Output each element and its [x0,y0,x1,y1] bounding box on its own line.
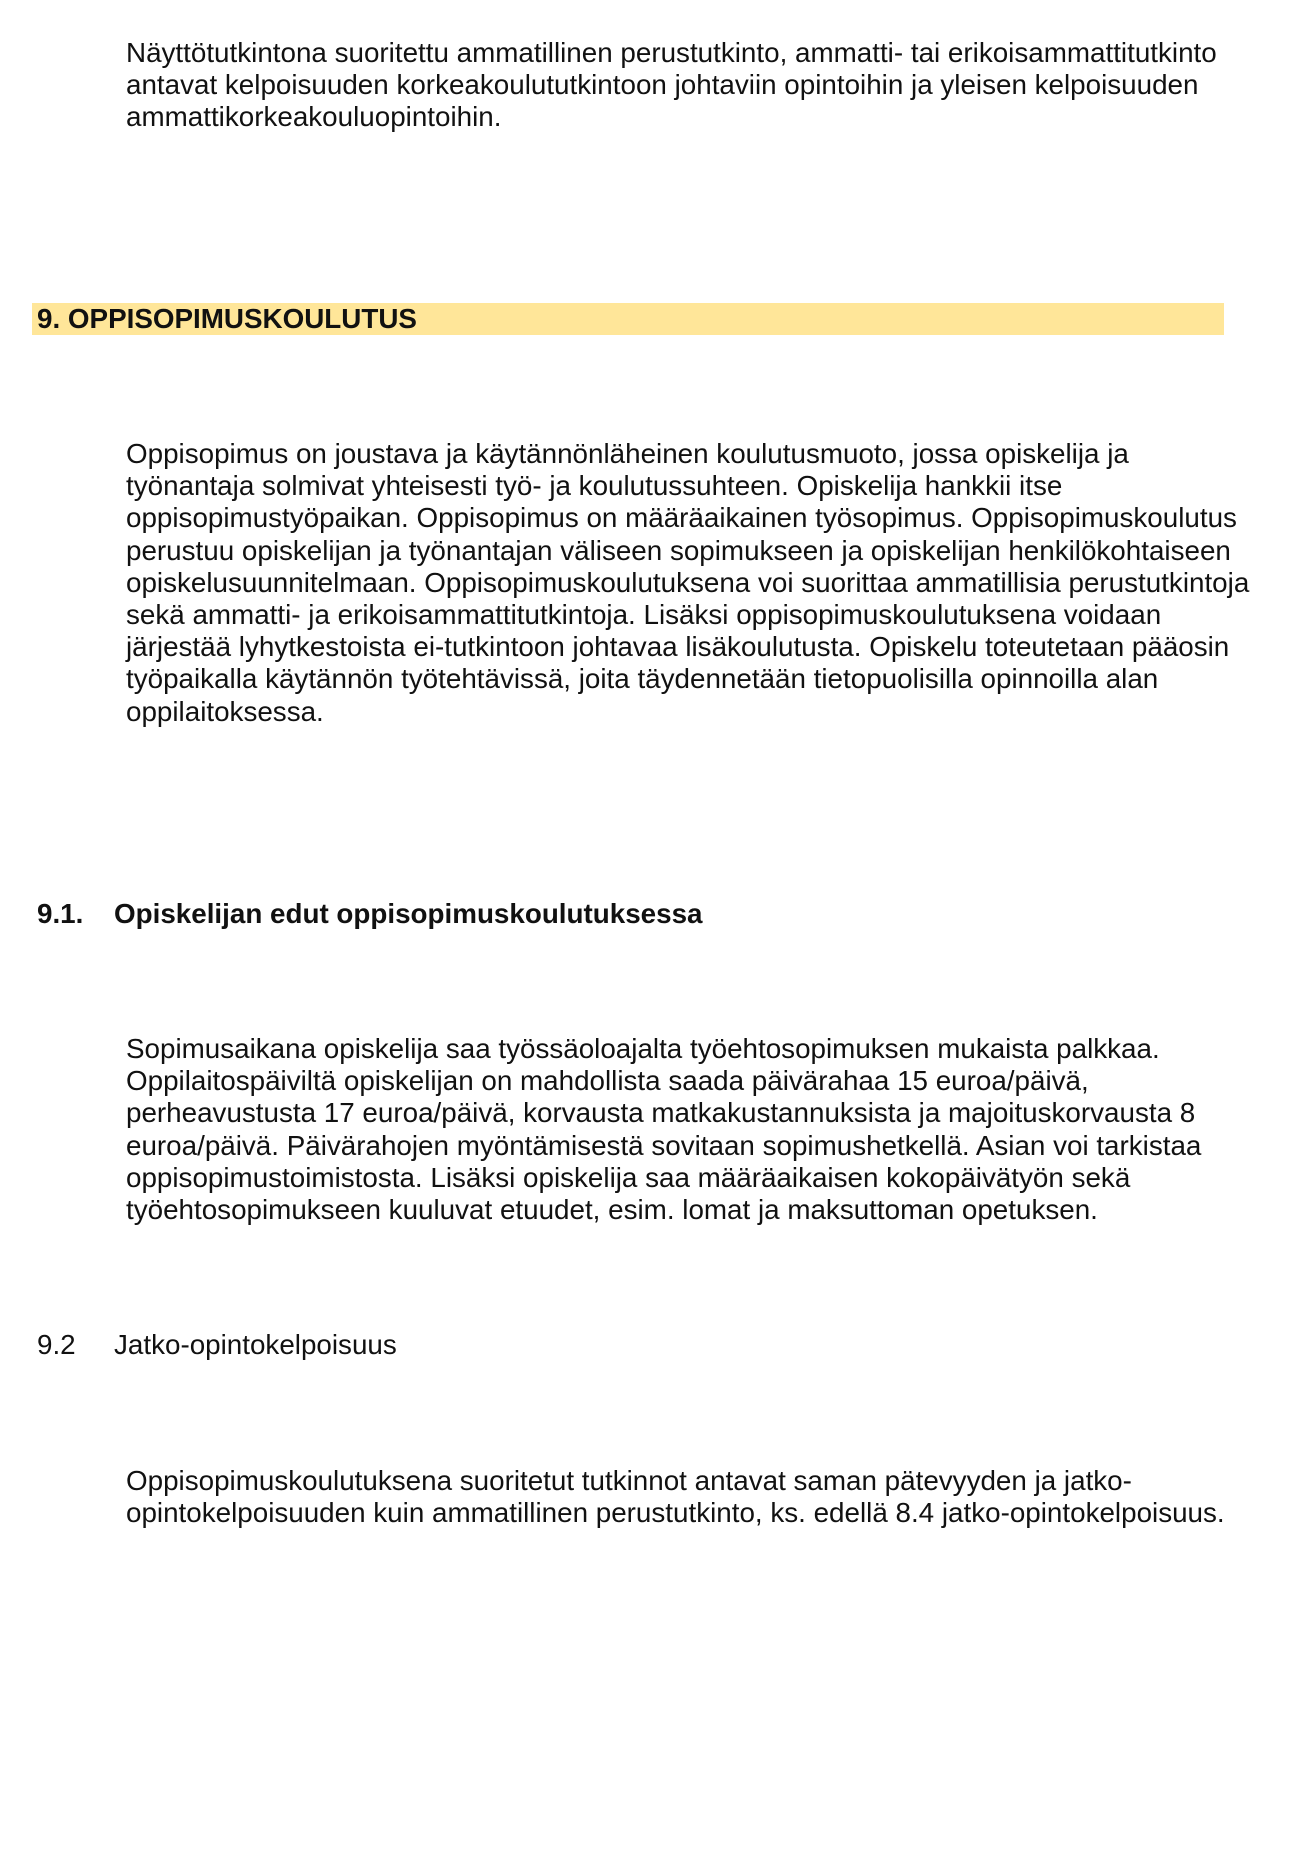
section-9-2-paragraph [126,1465,1225,1529]
paragraph-line: oppilaitoksessa. [126,695,324,727]
paragraph-line: opiskelusuunnitelmaan. Oppisopimuskoulutuksena voi suorittaa ammatillisia perustutkintoja [126,566,1250,598]
paragraph-line: Oppisopimus on joustava ja käytännönläheinen koulutusmuoto, jossa opiskelija ja [126,438,1129,469]
section-9-2-heading [0,1329,1297,1361]
paragraph-line: perheavustusta 17 euroa/päivä, korvausta matkakustannuksista ja majoituskorvausta 8 [126,1097,1196,1129]
paragraph-line: Näyttötutkintona suoritettu ammatillinen perustutkinto, ammatti- tai erikoisammattitutkinto [126,37,1217,68]
paragraph-line: työpaikalla käytännön työtehtävissä, joita täydennetään tietopuolisilla opinnoilla alan [126,663,1159,695]
section-title: Jatko-opintokelpoisuus [114,1329,397,1360]
paragraph-line: järjestää lyhytkestoista ei-tutkintoon johtavaa lisäkoulutusta. Opiskelu toteutetaan pääosin [126,631,1230,663]
section-number: 9.1. [37,898,84,929]
section-number: 9.2 [37,1329,76,1360]
paragraph-line: työehtosopimukseen kuuluvat etuudet, esim. lomat ja maksuttoman opetuksen. [126,1194,1098,1226]
intro-paragraph [126,37,1217,134]
paragraph-line: opintokelpoisuuden kuin ammatillinen perustutkinto, ks. edellä 8.4 jatko-opintokelpoisuus. [126,1497,1225,1529]
paragraph-line: Oppilaitospäiviltä opiskelijan on mahdollista saada päivärahaa 15 euroa/päivä, [126,1065,1089,1097]
section-9-paragraph [126,438,1249,728]
section-9-1-paragraph [126,1033,1201,1226]
paragraph-line: euroa/päivä. Päivärahojen myöntämisestä sovitaan sopimushetkellä. Asian voi tarkistaa [126,1129,1202,1161]
paragraph-line: Oppisopimuskoulutuksena suoritetut tutkinnot antavat saman pätevyyden ja jatko- [126,1465,1132,1496]
paragraph-line: oppisopimustyöpaikan. Oppisopimus on määräaikainen työsopimus. Oppisopimuskoulutus [126,502,1237,534]
section-9-1-heading [0,898,1297,930]
paragraph-line: oppisopimustoimistosta. Lisäksi opiskelija saa määräaikaisen kokopäivätyön sekä [126,1161,1131,1193]
section-title: Opiskelijan edut oppisopimuskoulutuksessa [114,898,703,929]
paragraph-line: perustuu opiskelijan ja työnantajan väliseen sopimukseen ja opiskelijan henkilökohtaiseen [126,534,1231,566]
paragraph-line: sekä ammatti- ja erikoisammattitutkintoja. Lisäksi oppisopimuskoulutuksena voidaan [126,599,1162,631]
paragraph-line: ammattikorkeakouluopintoihin. [126,101,502,133]
section-9-heading: 9. OPPISOPIMUSKOULUTUS [37,303,417,334]
paragraph-line: antavat kelpoisuuden korkeakoulututkintoon johtaviin opintoihin ja yleisen kelpoisuuden [126,69,1199,101]
paragraph-line: Sopimusaikana opiskelija saa työssäoloajalta työehtosopimuksen mukaista palkkaa. [126,1033,1160,1064]
paragraph-line: työnantaja solmivat yhteisesti työ- ja koulutussuhteen. Opiskelija hankkii itse [126,470,1063,502]
